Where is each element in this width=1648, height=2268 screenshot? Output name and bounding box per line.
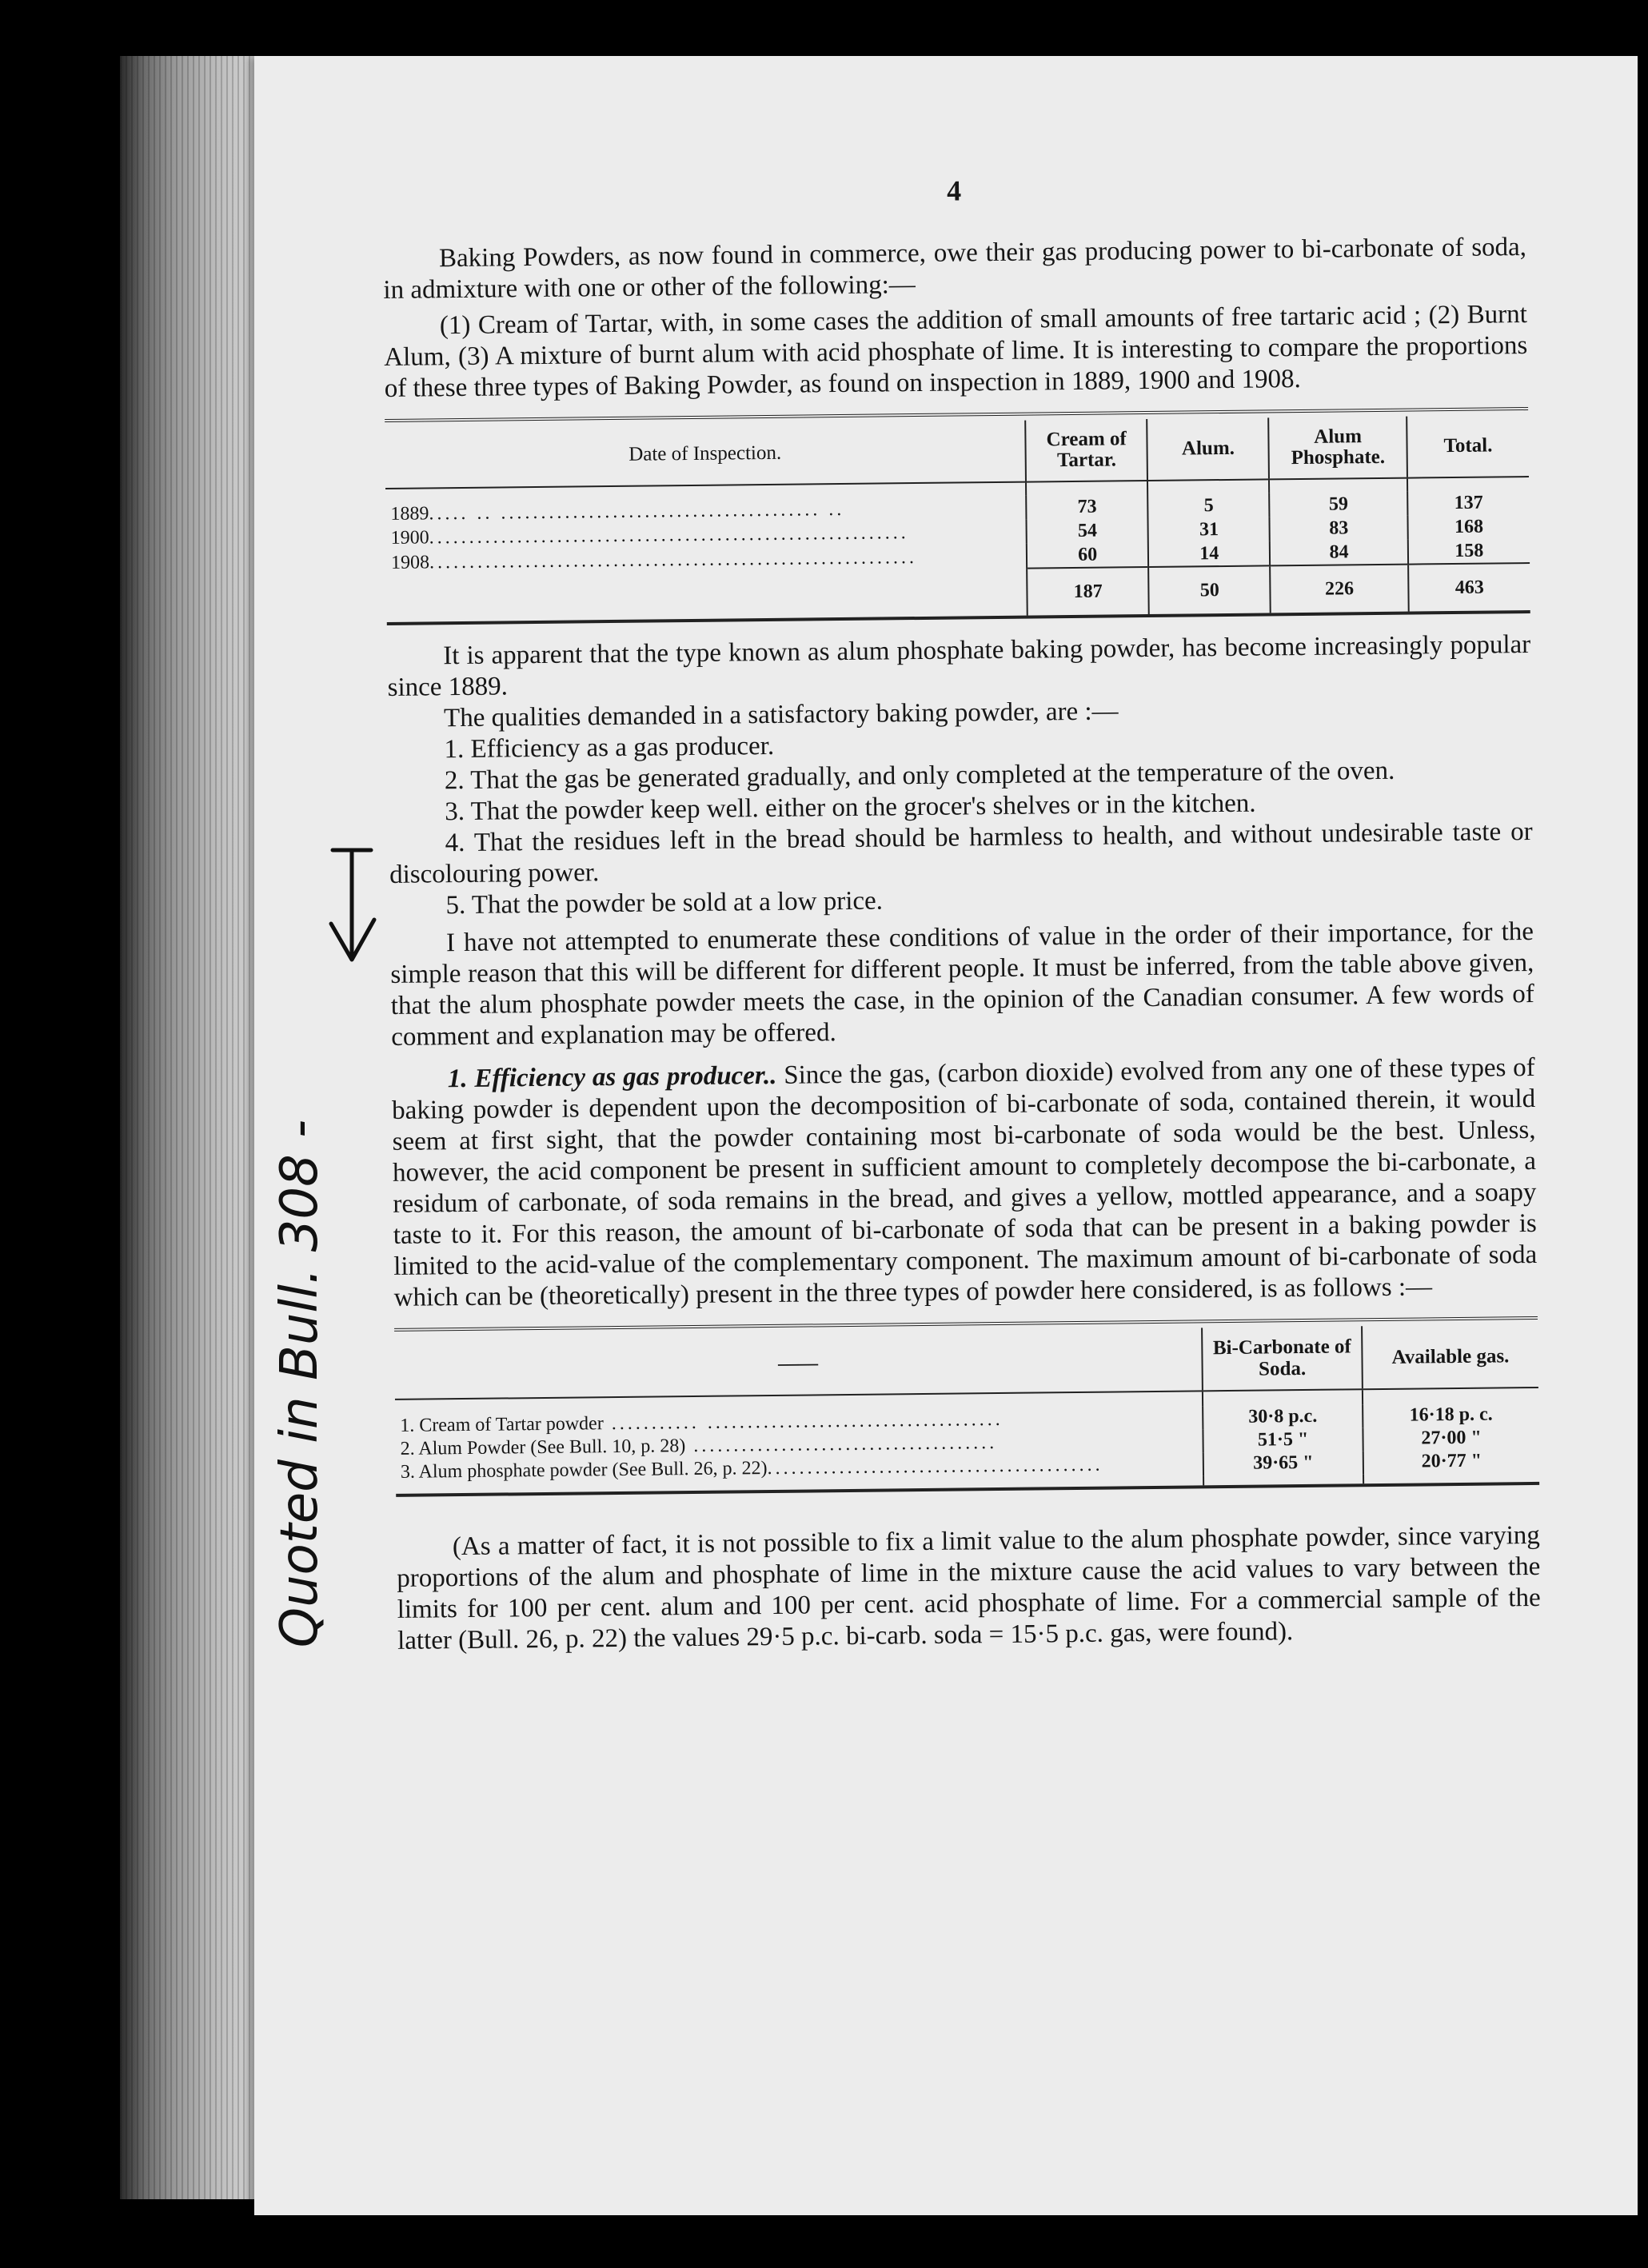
- list-item: 2. That the gas be generated gradually, and only completed at the temperature of the oven.: [444, 756, 1395, 796]
- list-item: 1. Efficiency as a gas producer.: [444, 731, 775, 765]
- cell-bicarbonate: 39·65 ": [1203, 1451, 1363, 1475]
- bicarbonate-table: [394, 1324, 1539, 1494]
- cell-total: 168: [1407, 514, 1529, 540]
- header-bicarbonate: Bi-Carbonate of Soda.: [1202, 1326, 1363, 1391]
- cell-alum-phosphate: 84: [1270, 540, 1408, 566]
- cell-alum: 31: [1148, 517, 1270, 542]
- down-arrow-icon: [325, 844, 381, 972]
- page-number: 4: [946, 174, 962, 207]
- row-leader-dots: ..........................................: [767, 1454, 1103, 1479]
- header-alum: Alum.: [1147, 417, 1270, 481]
- cell-bicarbonate: 51·5 ": [1203, 1427, 1363, 1452]
- efficiency-text: Since the gas, (carbon dioxide) evolved from any one of these types of baking powder is dependent upon the decomposition of bi-carbonate of soda, contained therein, it would seem at first sight, that the powder containing most bi-carbonate of soda would be the best. Unless, however, the acid component be present in sufficient amount to completely decompose the bi-carbonate, a residum of carbonate, of soda remains in the bread, and gives a yellow, mottled appearance, and a soapy taste to it. For this reason, the amount of bi-carbonate of soda that can be present in a baking powder is limited to the acid-value of the complementary component. The maximum amount of bi-carbonate of soda which can be (theoretically) present in the three types of powder here considered, is as follows :—: [392, 1052, 1538, 1312]
- cell-total: 137: [1407, 490, 1529, 516]
- header-date: Date of Inspection.: [385, 421, 1026, 489]
- row-leader-dots: ............................................................: [429, 522, 909, 549]
- margin-annotation: Quoted in Bull. 308 -: [270, 1119, 329, 1648]
- table2-header-row: [394, 1324, 1538, 1400]
- intro-paragraph-1: Baking Powders, as now found in commerce, owe their gas producing power to bi-carbonate of soda, in admixture with one or other of the following:—: [383, 233, 1527, 305]
- list-item: 4. That the residues left in the bread should be harmless to health, and without undesirable taste or discolouring power.: [389, 817, 1533, 889]
- cell-available-gas: 16·18 p. c.: [1363, 1403, 1538, 1427]
- total-alum-phosphate: 226: [1271, 565, 1409, 613]
- total-total: 463: [1408, 563, 1530, 612]
- paragraph-efficiency: [392, 1052, 1538, 1314]
- inspection-table: [385, 415, 1530, 622]
- header-blank: ——: [394, 1328, 1203, 1400]
- table1-header-row: [385, 415, 1529, 489]
- cell-available-gas: 27·00 ": [1363, 1426, 1538, 1451]
- list-item: 3. That the powder keep well. either on the grocer's shelves or in the kitchen.: [445, 789, 1256, 827]
- header-alum-phosphate: Alum Phosphate.: [1269, 417, 1407, 480]
- row-year: 1889: [390, 503, 429, 525]
- row-leader-dots: ..... .. ........................................ ..: [429, 498, 845, 525]
- row-leader-dots: .............................................................: [429, 546, 918, 573]
- page-content: [382, 168, 1541, 1657]
- row-year: 1900: [390, 527, 429, 549]
- row-label: 1. Cream of Tartar powder: [400, 1413, 604, 1436]
- list-item: 5. That the powder be sold at a low price.: [445, 886, 884, 920]
- cell-cream: 73: [1026, 494, 1147, 520]
- row-label: 2. Alum Powder (See Bull. 10, p. 28): [400, 1435, 686, 1459]
- total-cream: 187: [1027, 567, 1149, 616]
- intro-paragraph-2: (1) Cream of Tartar, with, in some cases the addition of small amounts of free tartaric acid ; (2) Burnt Alum, (3) A mixture of burnt alum with acid phosphate of lime. It is interesting to compare the proportions of these three types of Baking Powder, as found on inspection in 1889, 1900 and 1908.: [384, 300, 1528, 403]
- header-available-gas: Available gas.: [1362, 1324, 1538, 1389]
- cell-alum-phosphate: 59: [1270, 492, 1408, 517]
- paragraph-matter-of-fact: (As a matter of fact, it is not possible to fix a limit value to the alum phosphate powder, since varying proportions of the alum and phosphate of lime in the mixture cause the acid values to vary between the limits for 100 per cent. alum and 100 per cent. acid phosphate of lime. For a commercial sample of the latter (Bull. 26, p. 22) the values 29·5 p.c. bi-carb. soda = 15·5 p.c. gas, were found).: [397, 1520, 1541, 1655]
- total-alum: 50: [1148, 565, 1271, 614]
- cell-alum-phosphate: 83: [1270, 516, 1408, 541]
- paragraph-qualities: The qualities demanded in a satisfactory baking powder, are :—: [443, 697, 1119, 733]
- qualities-list: [388, 723, 1533, 922]
- cell-available-gas: 20·77 ": [1363, 1449, 1539, 1474]
- cell-total: 158: [1408, 538, 1530, 565]
- cell-cream: 60: [1027, 542, 1148, 569]
- paragraph-not-attempted: I have not attempted to enumerate these conditions of value in the order of their importance, for the simple reason that this will be different for different people. It must be inferred, from the table above given, that the alum phosphate powder meets the case, in the opinion of the Canadian consumer. A few words of comment and explanation may be offered.: [390, 916, 1534, 1052]
- header-cream-of-tartar: Cream of Tartar.: [1025, 419, 1147, 482]
- cell-alum: 5: [1147, 493, 1269, 518]
- efficiency-heading: 1. Efficiency as gas producer..: [447, 1060, 777, 1094]
- paragraph-apparent: It is apparent that the type known as alum phosphate baking powder, has become increasingly popular since 1889.: [387, 629, 1531, 702]
- header-total: Total.: [1407, 415, 1529, 478]
- cell-alum: 14: [1148, 541, 1270, 567]
- row-year: 1908: [390, 551, 430, 573]
- document-page: [254, 56, 1638, 2215]
- row-label: 3. Alum phosphate powder (See Bull. 26, p. 22): [400, 1458, 768, 1483]
- row-leader-dots: ......................................: [685, 1432, 998, 1457]
- cell-bicarbonate: 30·8 p.c.: [1203, 1404, 1363, 1429]
- cell-cream: 54: [1027, 518, 1148, 544]
- book-page-edges: [120, 56, 260, 2199]
- row-leader-dots: ........... .....................................: [603, 1408, 1004, 1435]
